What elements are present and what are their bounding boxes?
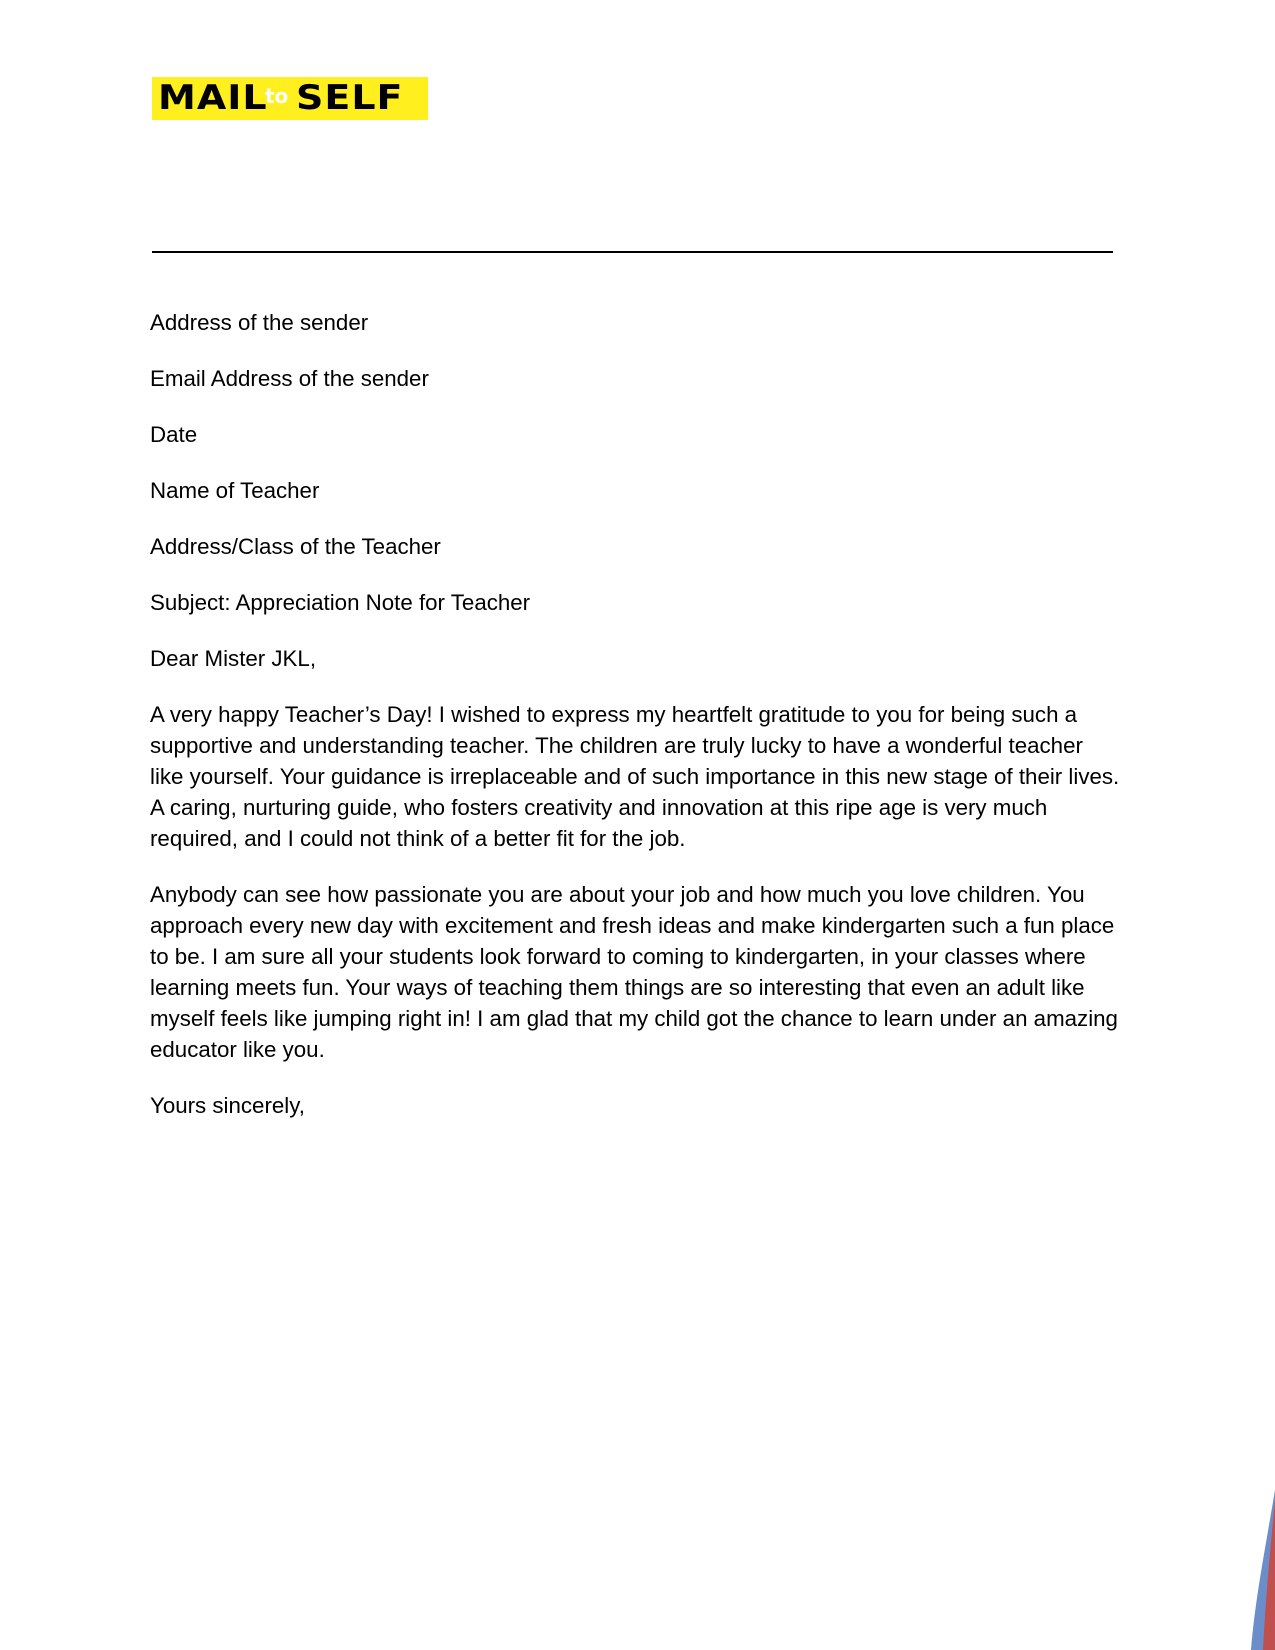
teacher-name: Name of Teacher — [150, 478, 320, 503]
sender-email: Email Address of the sender — [150, 366, 429, 391]
logo-word-to: to — [265, 84, 289, 108]
sender-address: Address of the sender — [150, 310, 369, 335]
letter-date: Date — [150, 422, 198, 447]
letter-closing: Yours sincerely, — [150, 1093, 305, 1118]
letter-subject: Subject: Appreciation Note for Teacher — [150, 590, 531, 615]
teacher-address: Address/Class of the Teacher — [150, 534, 441, 559]
letter-paragraph-1: A very happy Teacher’s Day! I wished to express my heartfelt gratitude to you for being such a supportive and understanding teacher. The children are truly lucky to have a wonderful teacher like yourself. Your guidance is irreplaceable and of such importance in this new stage of their lives. A caring, nurturing guide, who fosters creativity and innovation at this ripe age is very much required, and I could not think of a better fit for the job. — [150, 702, 1120, 851]
letter-salutation: Dear Mister JKL, — [150, 646, 317, 671]
header-divider — [152, 251, 1113, 253]
corner-decoration — [1215, 1490, 1275, 1650]
logo-word-self: SELF — [296, 77, 404, 117]
logo-word-mail: MAIL — [158, 77, 268, 117]
letter-paragraph-2: Anybody can see how passionate you are about your job and how much you love children. You approach every new day with excitement and fresh ideas and make kindergarten such a fun place to be. I am sure all your students look forward to coming to kindergarten, in your classes where learning meets fun. Your ways of teaching them things are so interesting that even an adult like myself feels like jumping right in! I am glad that my child got the chance to learn under an amazing educator like you. — [150, 882, 1118, 1062]
letter-body — [150, 307, 1120, 1146]
mail-to-self-logo — [152, 77, 428, 120]
